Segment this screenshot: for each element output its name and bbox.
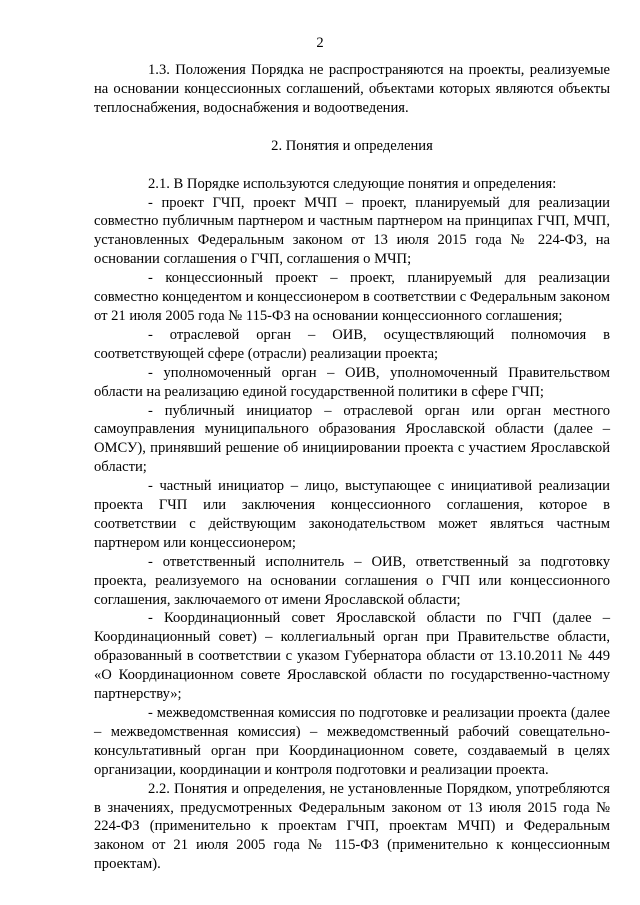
definition-item: - частный инициатор – лицо, выступающее с инициативой реализации проекта ГЧП или заключения концессионного соглашения, которое в соответствии с действующим законодательством может являться частным партнером или концессионером;	[94, 478, 610, 551]
definition-item: - отраслевой орган – ОИВ, осуществляющий полномочия в соответствующей сфере (отрасли) реализации проекта;	[94, 326, 610, 362]
definition-item: - проект ГЧП, проект МЧП – проект, планируемый для реализации совместно публичным партнером и частным партнером на принципах ГЧП, МЧП, установленных Федеральным законом от 13 июля 2015 года № 224-ФЗ, на основании соглашения о ГЧП, соглашения о МЧП;	[94, 194, 610, 268]
definition-item: - Координационный совет Ярославской области по ГЧП (далее – Координационный совет) – коллегиальный орган при Правительстве области, образованный в соответствии с указом Губернатора области от 13.10.2011 № 449 «О Координационном совете Ярославской области по государственно-частному партнерству»;	[94, 610, 610, 703]
definition-item: - ответственный исполнитель – ОИВ, ответственный за подготовку проекта, реализуемого на основании соглашения о ГЧП или концессионного соглашения, заключаемого от имени Ярославской области;	[94, 553, 610, 608]
document-body	[94, 61, 610, 874]
paragraph-2-1: 2.1. В Порядке используются следующие понятия и определения:	[148, 175, 557, 192]
definition-item: - уполномоченный орган – ОИВ, уполномоченный Правительством области на реализацию единой государственной политики в сфере ГЧП;	[94, 364, 610, 400]
section-heading: 2. Понятия и определения	[271, 137, 433, 154]
definition-item: - концессионный проект – проект, планируемый для реализации совместно концедентом и концессионером в соответствии с Федеральным законом от 21 июля 2005 года № 115-ФЗ на основании концессионного соглашения;	[94, 270, 610, 324]
page-number: 2	[316, 35, 324, 51]
definition-item: - публичный инициатор – отраслевой орган или орган местного самоуправления муниципального образования Ярославской области (далее – ОМСУ), принявший решение об инициировании проекта с участием Ярославской области;	[94, 402, 610, 476]
paragraph-2-2: 2.2. Понятия и определения, не установленные Порядком, употребляются в значениях, предусмотренных Федеральным законом от 13 июля 2015 года № 224-ФЗ (применительно к проектам ГЧП, проектам МЧП) и Федеральным законом от 21 июля 2005 года № 115-ФЗ (применительно к концессионным проектам).	[94, 780, 610, 873]
definition-item: - межведомственная комиссия по подготовке и реализации проекта (далее – межведомственная комиссия) – межведомственный рабочий совещательно-консультативный орган при Координационном совете, создаваемый в целях организации, координации и контроля подготовки и реализации проекта.	[94, 705, 610, 778]
paragraph-1-3: 1.3. Положения Порядка не распространяются на проекты, реализуемые на основании концессионных соглашений, объектами которых являются объекты теплоснабжения, водоснабжения и водоотведения.	[94, 62, 610, 116]
